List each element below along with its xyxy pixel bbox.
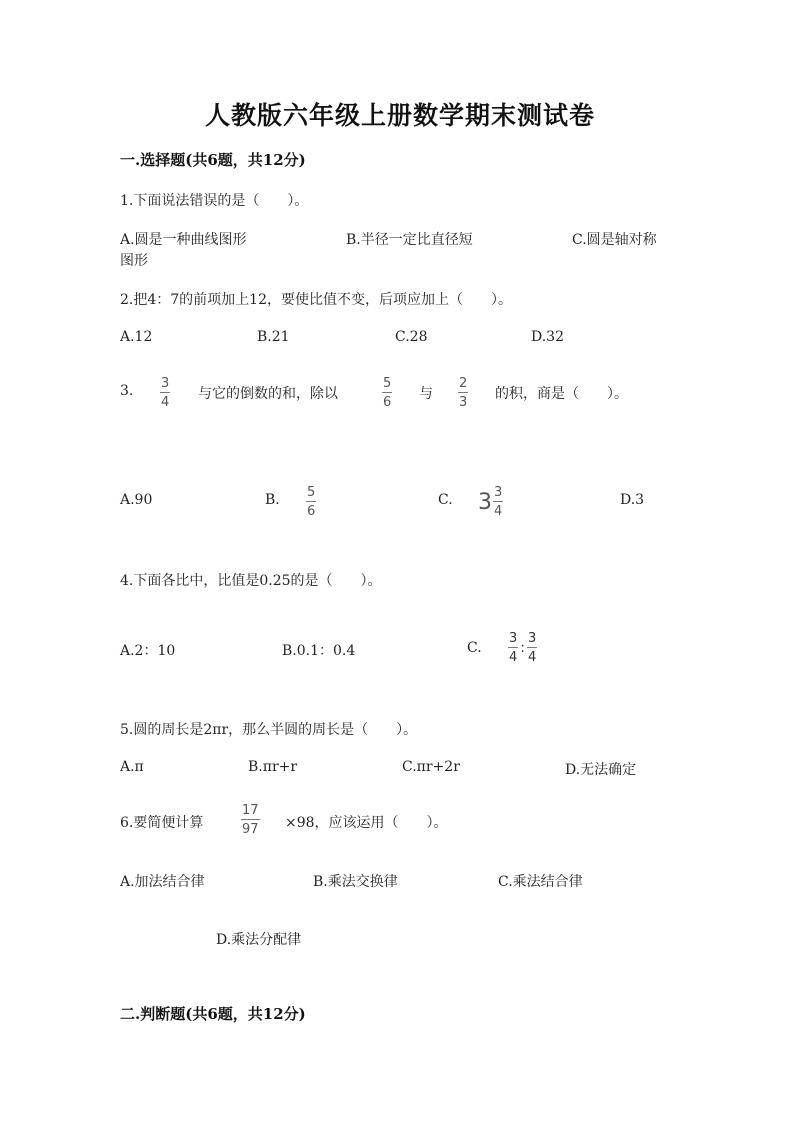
- question-3-option-b: B.: [265, 492, 280, 508]
- fraction-numerator: 3: [494, 485, 503, 500]
- question-6-stem-end: ×98，应该运用（ ）。: [285, 815, 448, 831]
- question-2-option-b: B.21: [257, 329, 290, 345]
- fraction-numerator: 5: [307, 485, 316, 500]
- question-1-option-c-wrap: 图形: [120, 253, 148, 269]
- question-6-option-d: D.乘法分配律: [216, 932, 302, 948]
- question-5-stem: 5.圆的周长是2πr，那么半圆的周长是（ ）。: [120, 722, 418, 738]
- mixed-whole: 3: [478, 489, 492, 515]
- question-6-option-c: C.乘法结合律: [498, 874, 583, 890]
- question-3-option-d: D.3: [620, 492, 645, 508]
- fraction-denominator: 4: [509, 650, 518, 665]
- fraction-numerator: 5: [383, 376, 392, 391]
- question-5-option-b: B.πr+r: [248, 759, 298, 775]
- fraction-denominator: 4: [161, 395, 170, 410]
- section-heading-choice: 一.选择题(共6题，共12分): [120, 151, 306, 169]
- question-1-option-a: A.圆是一种曲线图形: [120, 232, 247, 248]
- question-1-option-c: C.圆是轴对称: [572, 232, 657, 248]
- mixed-fraction: [493, 486, 503, 518]
- question-1-stem: 1.下面说法错误的是（ ）。: [120, 193, 309, 209]
- question-2-option-d: D.32: [531, 329, 564, 345]
- question-4-option-b: B.0.1：0.4: [282, 643, 356, 659]
- ratio-colon: :: [520, 640, 525, 656]
- fraction-numerator: 3: [509, 631, 518, 646]
- fraction-numerator: 3: [161, 376, 170, 391]
- fraction-denominator: 3: [459, 395, 468, 410]
- fraction-numerator: 3: [528, 631, 537, 646]
- ratio-left-fraction: [508, 632, 518, 664]
- question-5-option-c: C.πr+2r: [402, 759, 460, 775]
- question-6-option-a: A.加法结合律: [120, 874, 205, 890]
- question-3-text-3: 的积，商是（ ）。: [495, 386, 628, 402]
- fraction-numerator: 2: [459, 376, 468, 391]
- question-3-option-b-fraction: [306, 486, 316, 518]
- fraction-denominator: 6: [383, 395, 392, 410]
- section-heading-judgement: 二.判断题(共6题，共12分): [120, 1005, 306, 1023]
- question-2-stem: 2.把4：7的前项加上12，要使比值不变，后项应加上（ ）。: [120, 292, 512, 308]
- question-2-option-a: A.12: [120, 329, 153, 345]
- question-3-option-c-mixed-number: [478, 486, 503, 518]
- fraction-denominator: 97: [242, 822, 259, 837]
- question-3-option-c: C.: [438, 492, 453, 508]
- question-4-option-a: A.2：10: [120, 643, 176, 659]
- question-5-option-d: D.无法确定: [565, 762, 637, 778]
- question-3-fraction-1: [160, 377, 170, 409]
- question-6-fraction: [241, 804, 260, 836]
- question-3-text-2: 与: [419, 386, 433, 402]
- ratio-right-fraction: [527, 632, 537, 664]
- fraction-numerator: 17: [242, 803, 259, 818]
- fraction-denominator: 6: [307, 504, 316, 519]
- question-3-fraction-2: [382, 377, 392, 409]
- question-2-option-c: C.28: [395, 329, 428, 345]
- question-4-option-c-ratio: [508, 632, 537, 664]
- question-4-option-c: C.: [467, 640, 482, 656]
- question-6-option-b: B.乘法交换律: [313, 874, 398, 890]
- question-1-option-b: B.半径一定比直径短: [346, 232, 473, 248]
- question-5-option-a: A.π: [120, 759, 144, 775]
- question-3-option-a: A.90: [120, 492, 153, 508]
- question-3-text-1: 与它的倒数的和，除以: [198, 386, 338, 402]
- page-title: 人教版六年级上册数学期末测试卷: [204, 101, 595, 130]
- question-3-fraction-3: [458, 377, 468, 409]
- fraction-denominator: 4: [528, 650, 537, 665]
- fraction-denominator: 4: [494, 504, 503, 519]
- question-6-stem-start: 6.要简便计算: [120, 815, 204, 831]
- question-3-number: 3.: [120, 383, 134, 399]
- question-4-stem: 4.下面各比中，比值是0.25的是（ ）。: [120, 573, 382, 589]
